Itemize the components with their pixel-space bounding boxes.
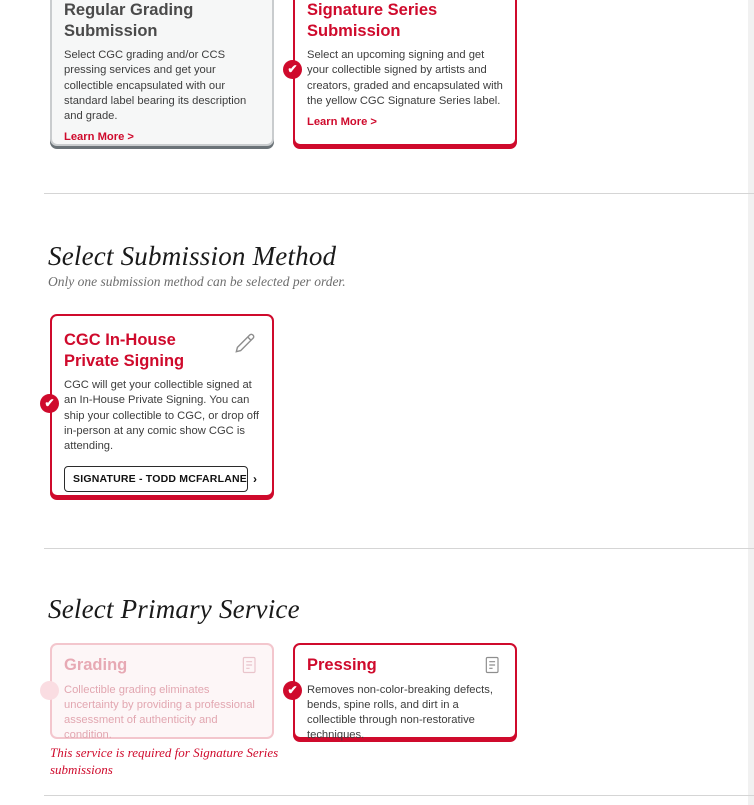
chevron-right-icon: ›: [252, 472, 258, 487]
checkmark-icon-grading[interactable]: ✔: [40, 681, 59, 700]
card-title: Pressing: [307, 656, 377, 674]
checkmark-icon-signature-submission[interactable]: ✔: [283, 60, 302, 79]
section-title-primary-service: Select Primary Service: [48, 594, 300, 624]
divider-bottom: [44, 795, 754, 796]
required-service-note: This service is required for Signature Series submissions: [50, 745, 279, 777]
signature-selector-label: SIGNATURE - TODD MCFARLANE: [73, 473, 247, 486]
card-description: Select an upcoming signing and get your collectible signed by artists and creators, graded and encapsulated with the yellow CGC Signature Series label.: [307, 49, 503, 107]
learn-more-link[interactable]: Learn More >: [64, 131, 134, 144]
card-description: Removes non-color-breaking defects, bends, spine rolls, and dirt in a collectible through non-restorative techniques.: [307, 683, 493, 742]
submission-method-card-in-house-private-signing[interactable]: [50, 314, 274, 497]
scroll-gutter[interactable]: [748, 0, 754, 805]
submission-type-card-regular[interactable]: [50, 0, 274, 146]
card-title: Signature Series Submission: [307, 1, 438, 40]
submission-type-card-signature[interactable]: [293, 0, 517, 146]
primary-service-card-grading[interactable]: [50, 643, 274, 742]
card-description: Collectible grading eliminates uncertainty by providing a professional assessment of authenticity and condition.: [64, 683, 255, 742]
card-description: CGC will get your collectible signed at an In-House Private Signing. You can ship your collectible to CGC, or drop off in-person at any comic show CGC is attending.: [64, 379, 260, 453]
section-subtitle-submission-method: Only one submission method can be selected per order.: [48, 274, 346, 289]
card-title: Grading: [64, 656, 128, 674]
section-title-submission-method: Select Submission Method: [48, 241, 337, 271]
divider-middle: [44, 548, 754, 549]
card-title: Regular Grading Submission: [64, 1, 194, 40]
card-title: CGC In-House Private Signing: [64, 331, 185, 370]
pencil-icon: [232, 330, 258, 356]
card-description: Select CGC grading and/or CCS pressing services and get your collectible encapsulated with our standard label bearing its description and grade.: [64, 49, 247, 123]
checkmark-icon-pressing[interactable]: ✔: [283, 681, 302, 700]
learn-more-link[interactable]: Learn More >: [307, 116, 377, 129]
signature-selector-button[interactable]: [64, 466, 258, 492]
divider-top: [44, 193, 754, 194]
document-icon: [483, 655, 503, 675]
checkmark-icon-in-house-private-signing[interactable]: ✔: [40, 394, 59, 413]
document-icon: [240, 655, 260, 675]
primary-service-card-pressing[interactable]: [293, 643, 517, 742]
